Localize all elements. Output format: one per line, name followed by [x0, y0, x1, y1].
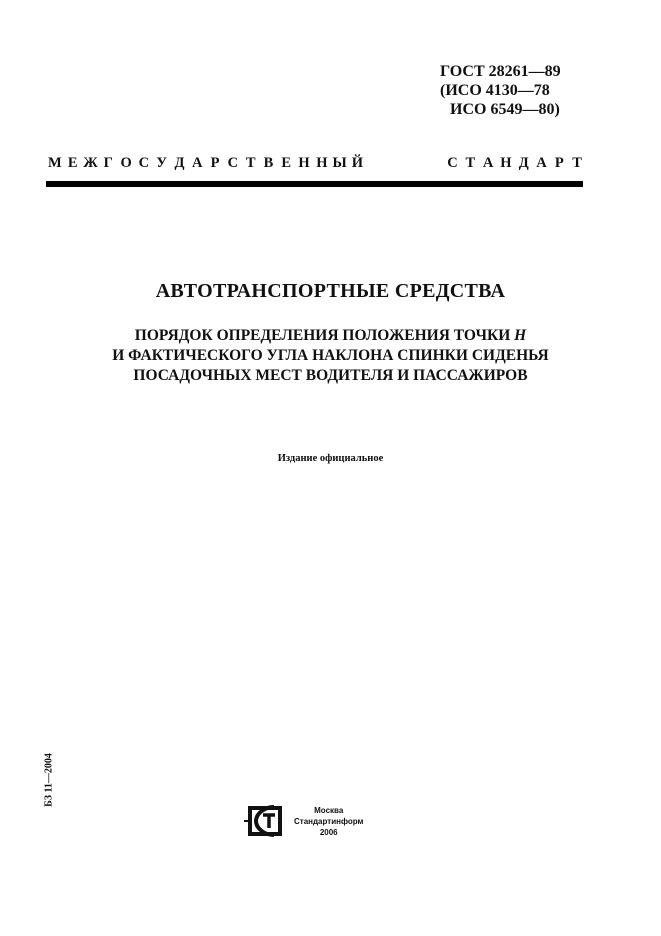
- document-subtitle: [0, 326, 661, 386]
- standartinform-logo-icon: [244, 804, 286, 838]
- publisher-block: [244, 803, 363, 839]
- banner-letter: С: [138, 155, 150, 171]
- banner-letter: В: [263, 155, 274, 171]
- publisher-text: [294, 805, 363, 838]
- banner-letter: С: [227, 155, 239, 171]
- banner-letter: Г: [103, 155, 113, 171]
- banner-letter: Т: [245, 155, 256, 171]
- banner-letter: Р: [554, 155, 564, 171]
- standard-code-iso-2: ИСО 6549—80): [450, 101, 560, 118]
- subtitle-line-1-text: ПОРЯДОК ОПРЕДЕЛЕНИЯ ПОЛОЖЕНИЯ ТОЧКИ: [134, 327, 515, 344]
- banner-letter: А: [192, 155, 203, 171]
- banner-letter: Д: [174, 155, 185, 171]
- standard-code-gost: ГОСТ 28261—89: [440, 63, 561, 80]
- banner-word-standard: [444, 155, 586, 172]
- standard-code-iso-1: (ИСО 4130—78: [440, 82, 550, 99]
- document-title: АВТОТРАНСПОРТНЫЕ СРЕДСТВА: [155, 280, 506, 302]
- banner-letter: Ж: [83, 155, 98, 171]
- standard-codes: [440, 62, 585, 119]
- side-code: [42, 740, 56, 820]
- banner-letter: Н: [500, 155, 512, 171]
- banner-letter: Р: [210, 155, 220, 171]
- banner-letter: Т: [465, 155, 476, 171]
- banner-letter: Й: [351, 155, 364, 171]
- publisher-city: Москва: [314, 805, 344, 815]
- subtitle-line-1: [0, 326, 661, 346]
- publisher-year: 2006: [319, 827, 338, 837]
- banner-letter: А: [482, 155, 494, 171]
- subtitle-line-2: И ФАКТИЧЕСКОГО УГЛА НАКЛОНА СПИНКИ СИДЕНЬЯ: [112, 347, 549, 364]
- edition-label: Издание официальное: [277, 453, 384, 464]
- banner-letter: О: [120, 155, 132, 171]
- banner-letter: Н: [298, 155, 310, 171]
- banner-letter: У: [156, 155, 167, 171]
- subtitle-line-3: ПОСАДОЧНЫХ МЕСТ ВОДИТЕЛЯ И ПАССАЖИРОВ: [133, 367, 528, 384]
- interstate-standard-banner: [46, 155, 586, 172]
- banner-letter: Е: [281, 155, 292, 171]
- banner-letter: Т: [572, 155, 582, 171]
- publisher-name: Стандартинформ: [294, 816, 364, 826]
- banner-letter: Д: [518, 155, 529, 171]
- banner-letter: Н: [316, 155, 328, 171]
- banner-word-interstate: [46, 155, 366, 172]
- banner-letter: М: [48, 155, 62, 171]
- banner-letter: С: [447, 155, 458, 171]
- banner-letter: Е: [67, 155, 78, 171]
- subtitle-point-h: Н: [514, 327, 527, 344]
- side-code-text: БЗ 11—2004: [43, 753, 55, 807]
- banner-rule: [46, 181, 583, 187]
- banner-letter: А: [536, 155, 547, 171]
- banner-letter: Ы: [332, 155, 347, 171]
